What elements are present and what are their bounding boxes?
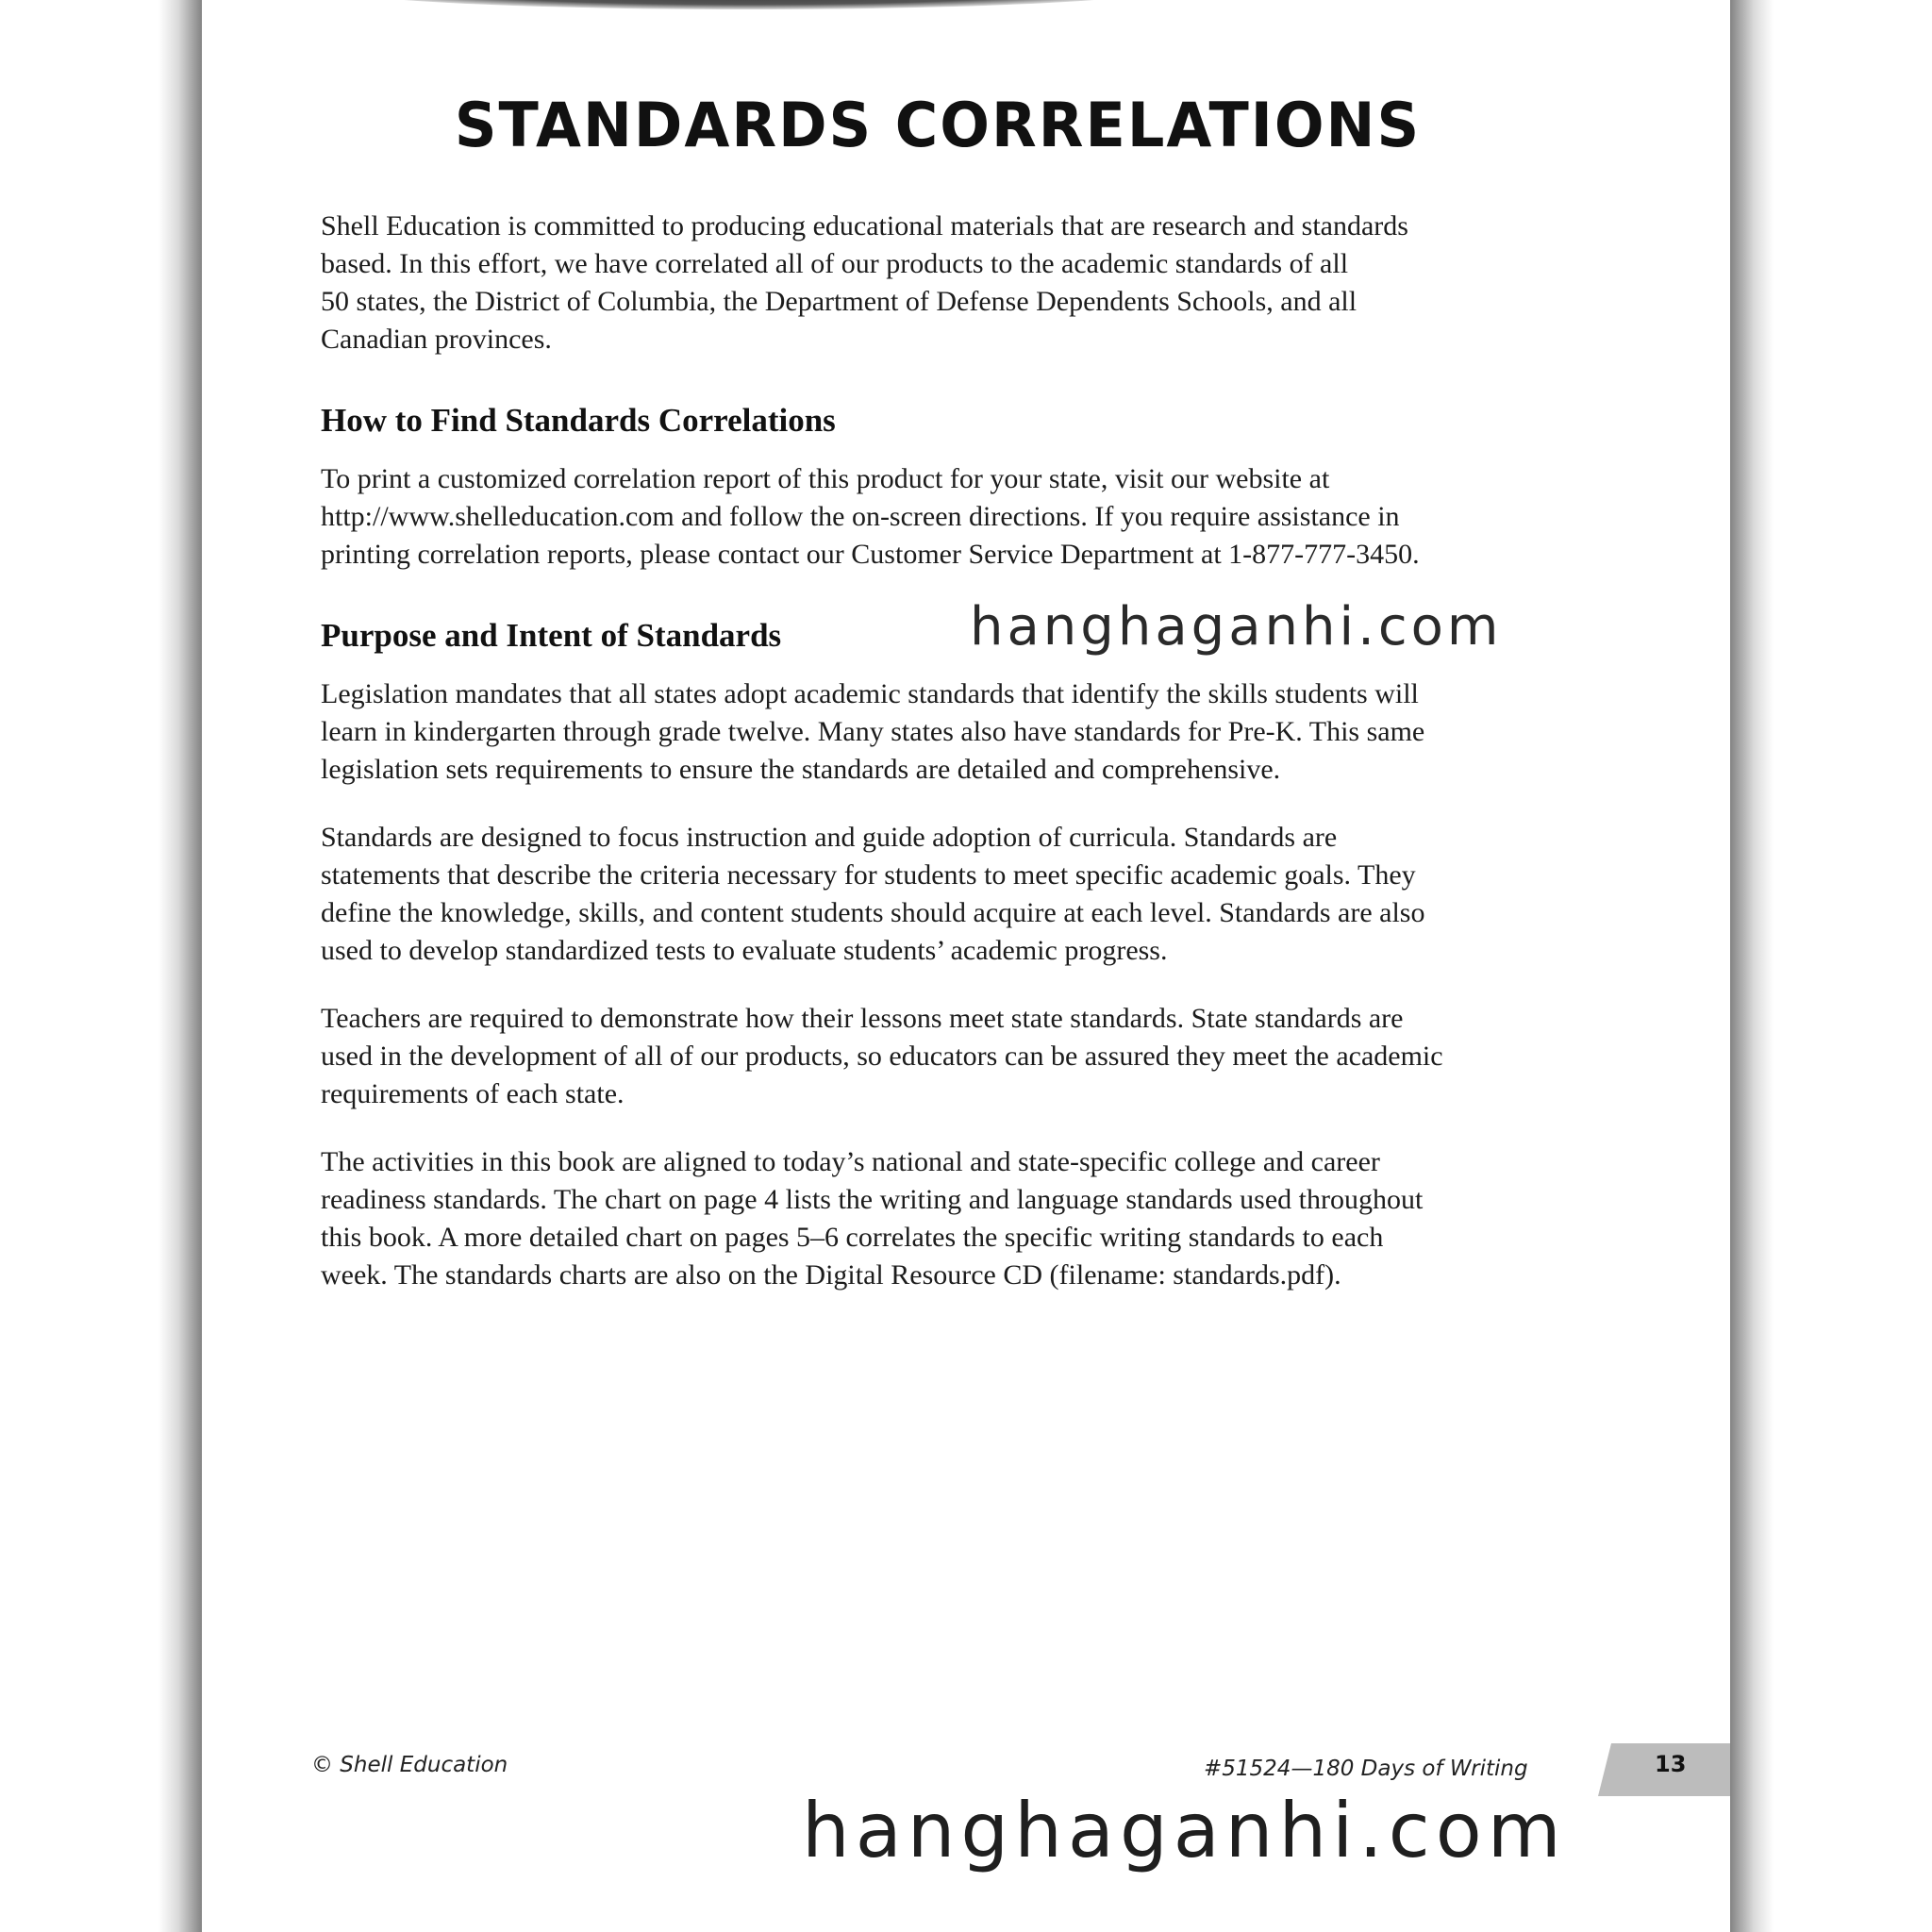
purpose-line: week. The standards charts are also on the Digital Resource CD (filename: standards.pdf).: [321, 1259, 1341, 1291]
footer-book-title: #51524—180 Days of Writing: [1204, 1757, 1528, 1781]
watermark-bottom: hanghaganhi.com: [798, 1787, 1571, 1874]
intro-line: Canadian provinces.: [321, 324, 552, 355]
purpose-line: used in the development of all of our products, so educators can be assured they meet the academic: [321, 1041, 1443, 1072]
purpose-line: readiness standards. The chart on page 4 lists the writing and language standards used throughout: [321, 1184, 1424, 1215]
purpose-line: Legislation mandates that all states adopt academic standards that identify the skills students will: [321, 678, 1419, 709]
find-line: http://www.shelleducation.com and follow the on-screen directions. If you require assistance in: [321, 501, 1400, 532]
purpose-line: The activities in this book are aligned to today’s national and state-specific college and career: [321, 1146, 1380, 1177]
page-number: 13: [1655, 1751, 1687, 1777]
intro-line: 50 states, the District of Columbia, the Department of Defense Dependents Schools, and all: [321, 286, 1357, 317]
purpose-line: define the knowledge, skills, and content students should acquire at each level. Standards are also: [321, 897, 1425, 928]
page-content: [321, 208, 1575, 1294]
purpose-line: requirements of each state.: [321, 1078, 625, 1109]
section-heading-find: How to Find Standards Correlations: [321, 402, 836, 439]
purpose-line: this book. A more detailed chart on pages 5–6 correlates the specific writing standards to each: [321, 1222, 1384, 1253]
purpose-line: statements that describe the criteria necessary for students to meet specific academic goals. They: [321, 859, 1416, 891]
find-paragraph: [321, 460, 1575, 574]
section-heading-purpose: Purpose and Intent of Standards: [321, 617, 782, 654]
find-line: To print a customized correlation report of this product for your state, visit our website at: [321, 463, 1330, 494]
page-shadow-right: [1730, 0, 1774, 1932]
book-page: [202, 0, 1730, 1932]
purpose-line: used to develop standardized tests to evaluate students’ academic progress.: [321, 935, 1168, 966]
watermark-middle: hanghaganhi.com: [970, 596, 1503, 658]
intro-line: based. In this effort, we have correlated all of our products to the academic standards of all: [321, 248, 1349, 279]
purpose-paragraph-1: [321, 675, 1575, 789]
purpose-paragraph-2: [321, 819, 1575, 970]
purpose-paragraph-3: [321, 1000, 1575, 1113]
purpose-line: legislation sets requirements to ensure the standards are detailed and comprehensive.: [321, 754, 1281, 785]
purpose-paragraph-4: [321, 1143, 1575, 1294]
footer-copyright: © Shell Education: [311, 1753, 508, 1777]
intro-paragraph: [321, 208, 1575, 358]
page-shadow-left: [158, 0, 202, 1932]
purpose-line: Standards are designed to focus instruction and guide adoption of curricula. Standards are: [321, 822, 1338, 853]
page-title: STANDARDS CORRELATIONS: [454, 89, 1422, 161]
purpose-line: learn in kindergarten through grade twelve. Many states also have standards for Pre-K. This same: [321, 716, 1425, 747]
purpose-line: Teachers are required to demonstrate how their lessons meet state standards. State standards are: [321, 1003, 1404, 1034]
top-decoration: [325, 0, 1174, 9]
intro-line: Shell Education is committed to producing educational materials that are research and standards: [321, 210, 1408, 242]
find-line: printing correlation reports, please contact our Customer Service Department at 1-877-777-3450.: [321, 539, 1420, 570]
